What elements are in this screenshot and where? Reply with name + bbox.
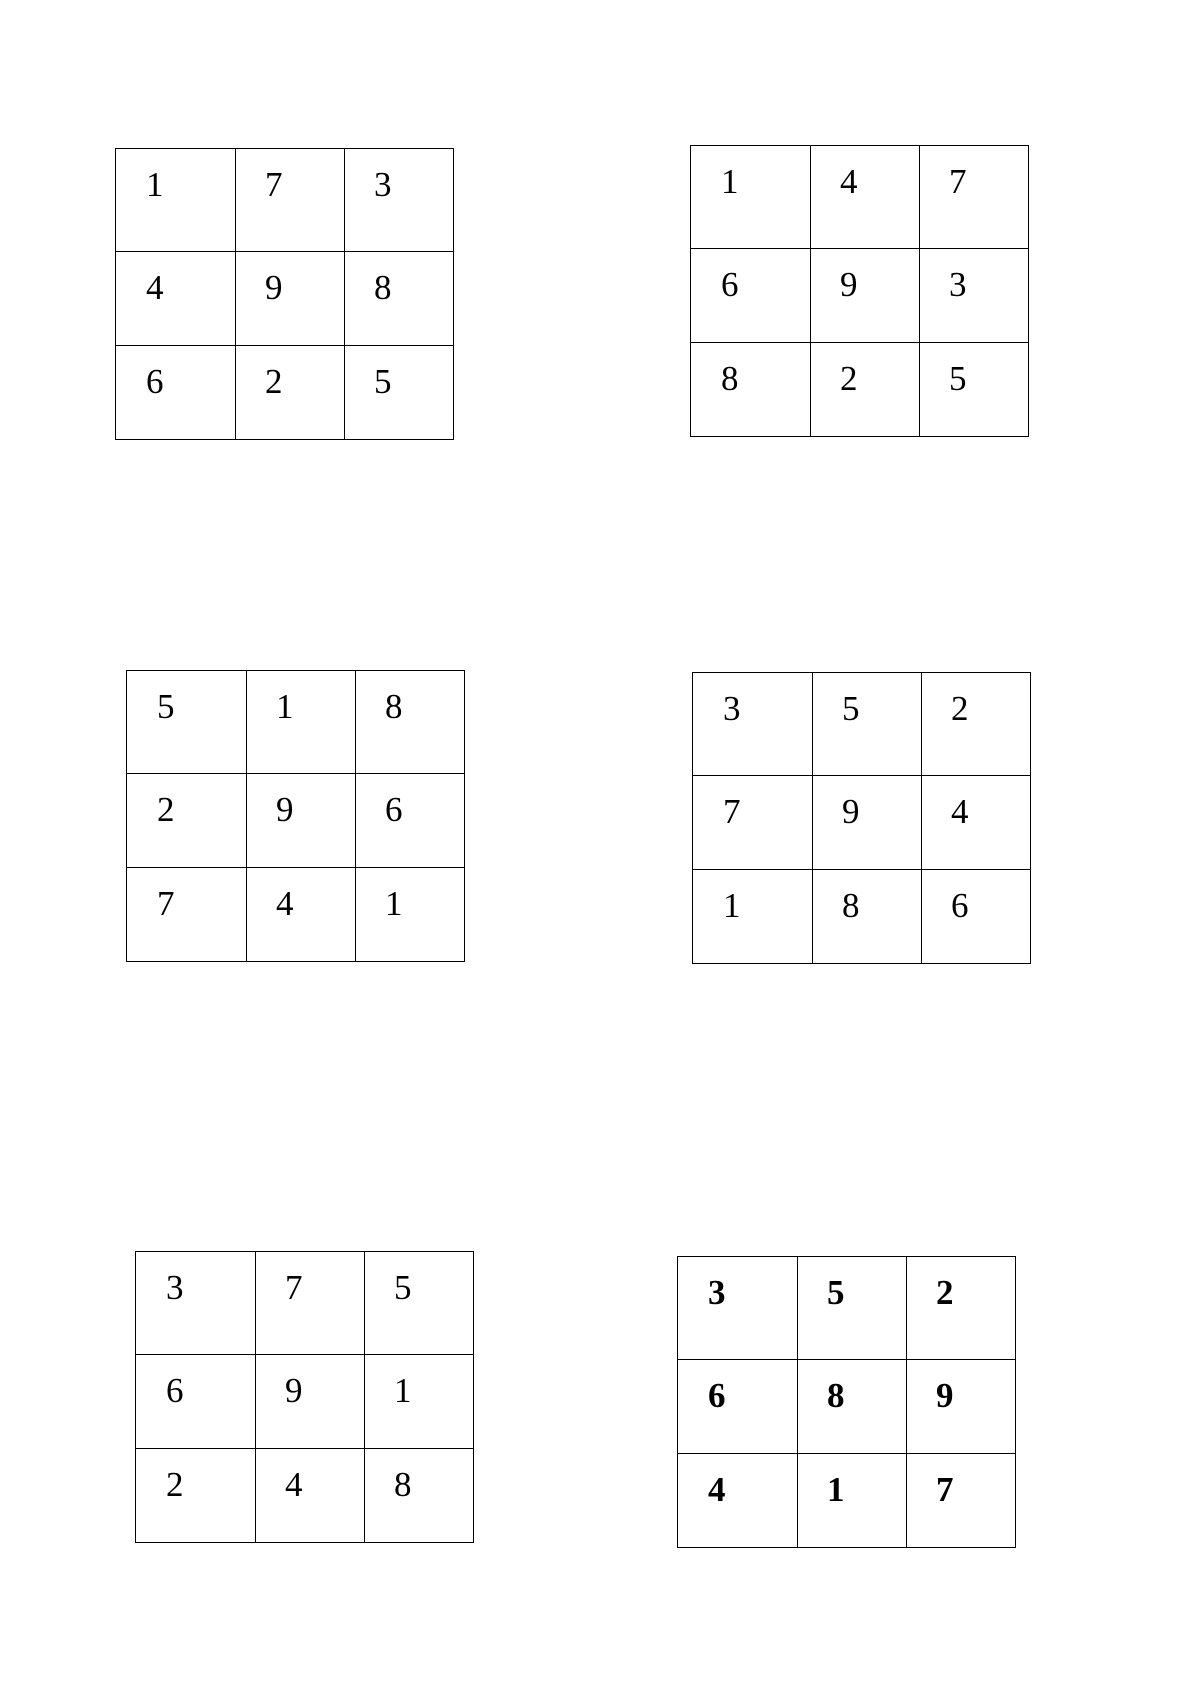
cell-number: 6 bbox=[951, 886, 969, 925]
number-grid-5 bbox=[135, 1251, 474, 1543]
cell-number: 9 bbox=[936, 1376, 954, 1415]
cell-number: 6 bbox=[146, 362, 164, 401]
grid-cell bbox=[907, 1257, 1016, 1360]
grid-cell bbox=[127, 774, 247, 868]
grid-cell bbox=[798, 1360, 907, 1454]
cell-number: 8 bbox=[385, 687, 403, 726]
cell-number: 7 bbox=[157, 884, 175, 923]
grid-cell bbox=[678, 1257, 798, 1360]
grid-cell bbox=[345, 252, 454, 346]
cell-number: 9 bbox=[276, 790, 294, 829]
grid-cell bbox=[691, 146, 811, 249]
cell-number: 1 bbox=[723, 886, 741, 925]
cell-number: 2 bbox=[936, 1273, 954, 1312]
grid-cell bbox=[920, 343, 1029, 437]
cell-number: 6 bbox=[721, 265, 739, 304]
cell-number: 8 bbox=[394, 1465, 412, 1504]
grid-cell bbox=[136, 1355, 256, 1449]
grid-cell bbox=[678, 1454, 798, 1548]
grid-cell bbox=[920, 146, 1029, 249]
grid-cell bbox=[256, 1449, 365, 1543]
number-grid-3 bbox=[126, 670, 465, 962]
cell-number: 9 bbox=[840, 265, 858, 304]
grid-cell bbox=[811, 343, 920, 437]
cell-number: 1 bbox=[146, 165, 164, 204]
grid-cell bbox=[356, 868, 465, 962]
grid-cell bbox=[922, 870, 1031, 964]
cell-number: 4 bbox=[840, 162, 858, 201]
grid-cell bbox=[920, 249, 1029, 343]
grid-cell bbox=[365, 1252, 474, 1355]
cell-number: 8 bbox=[827, 1376, 845, 1415]
cell-number: 2 bbox=[951, 689, 969, 728]
cell-number: 6 bbox=[385, 790, 403, 829]
grid-cell bbox=[693, 673, 813, 776]
grid-cell bbox=[922, 776, 1031, 870]
cell-number: 1 bbox=[276, 687, 294, 726]
cell-number: 8 bbox=[842, 886, 860, 925]
grid-cell bbox=[247, 671, 356, 774]
cell-number: 9 bbox=[842, 792, 860, 831]
cell-number: 8 bbox=[374, 268, 392, 307]
grid-cell bbox=[247, 868, 356, 962]
grid-cell bbox=[678, 1360, 798, 1454]
grid-cell bbox=[127, 868, 247, 962]
grid-cell bbox=[365, 1355, 474, 1449]
grid-cell bbox=[116, 346, 236, 440]
cell-number: 3 bbox=[949, 265, 967, 304]
cell-number: 5 bbox=[827, 1273, 845, 1312]
grid-cell bbox=[256, 1252, 365, 1355]
cell-number: 4 bbox=[285, 1465, 303, 1504]
grid-cell bbox=[236, 346, 345, 440]
cell-number: 5 bbox=[949, 359, 967, 398]
cell-number: 2 bbox=[157, 790, 175, 829]
cell-number: 3 bbox=[723, 689, 741, 728]
cell-number: 5 bbox=[394, 1268, 412, 1307]
cell-number: 9 bbox=[285, 1371, 303, 1410]
grid-cell bbox=[247, 774, 356, 868]
cell-number: 8 bbox=[721, 359, 739, 398]
cell-number: 1 bbox=[385, 884, 403, 923]
cell-number: 1 bbox=[827, 1470, 845, 1509]
grid-cell bbox=[691, 249, 811, 343]
grid-cell bbox=[345, 149, 454, 252]
cell-number: 2 bbox=[166, 1465, 184, 1504]
grid-cell bbox=[116, 149, 236, 252]
cell-number: 2 bbox=[840, 359, 858, 398]
cell-number: 3 bbox=[166, 1268, 184, 1307]
grid-cell bbox=[693, 870, 813, 964]
cell-number: 4 bbox=[708, 1470, 726, 1509]
cell-number: 6 bbox=[166, 1371, 184, 1410]
number-grid-1 bbox=[115, 148, 454, 440]
grid-cell bbox=[256, 1355, 365, 1449]
cell-number: 7 bbox=[285, 1268, 303, 1307]
grid-cell bbox=[345, 346, 454, 440]
number-grid-2 bbox=[690, 145, 1029, 437]
cell-number: 7 bbox=[936, 1470, 954, 1509]
grid-cell bbox=[907, 1454, 1016, 1548]
grid-cell bbox=[365, 1449, 474, 1543]
cell-number: 4 bbox=[951, 792, 969, 831]
grid-cell bbox=[922, 673, 1031, 776]
grid-cell bbox=[811, 249, 920, 343]
grid-cell bbox=[136, 1252, 256, 1355]
cell-number: 7 bbox=[949, 162, 967, 201]
cell-number: 4 bbox=[146, 268, 164, 307]
grid-cell bbox=[356, 774, 465, 868]
cell-number: 5 bbox=[157, 687, 175, 726]
cell-number: 2 bbox=[265, 362, 283, 401]
grid-cell bbox=[116, 252, 236, 346]
grid-cell bbox=[907, 1360, 1016, 1454]
grid-cell bbox=[798, 1257, 907, 1360]
grid-cell bbox=[798, 1454, 907, 1548]
cell-number: 1 bbox=[394, 1371, 412, 1410]
number-grid-6 bbox=[677, 1256, 1016, 1548]
grid-cell bbox=[691, 343, 811, 437]
grid-cell bbox=[136, 1449, 256, 1543]
grid-cell bbox=[813, 776, 922, 870]
grid-cell bbox=[236, 149, 345, 252]
number-grid-4 bbox=[692, 672, 1031, 964]
cell-number: 3 bbox=[708, 1273, 726, 1312]
grid-cell bbox=[813, 673, 922, 776]
cell-number: 6 bbox=[708, 1376, 726, 1415]
grid-cell bbox=[127, 671, 247, 774]
cell-number: 7 bbox=[723, 792, 741, 831]
cell-number: 9 bbox=[265, 268, 283, 307]
grid-cell bbox=[811, 146, 920, 249]
cell-number: 3 bbox=[374, 165, 392, 204]
grid-cell bbox=[813, 870, 922, 964]
cell-number: 5 bbox=[842, 689, 860, 728]
grid-cell bbox=[236, 252, 345, 346]
cell-number: 7 bbox=[265, 165, 283, 204]
grid-cell bbox=[693, 776, 813, 870]
grid-cell bbox=[356, 671, 465, 774]
cell-number: 5 bbox=[374, 362, 392, 401]
cell-number: 1 bbox=[721, 162, 739, 201]
cell-number: 4 bbox=[276, 884, 294, 923]
